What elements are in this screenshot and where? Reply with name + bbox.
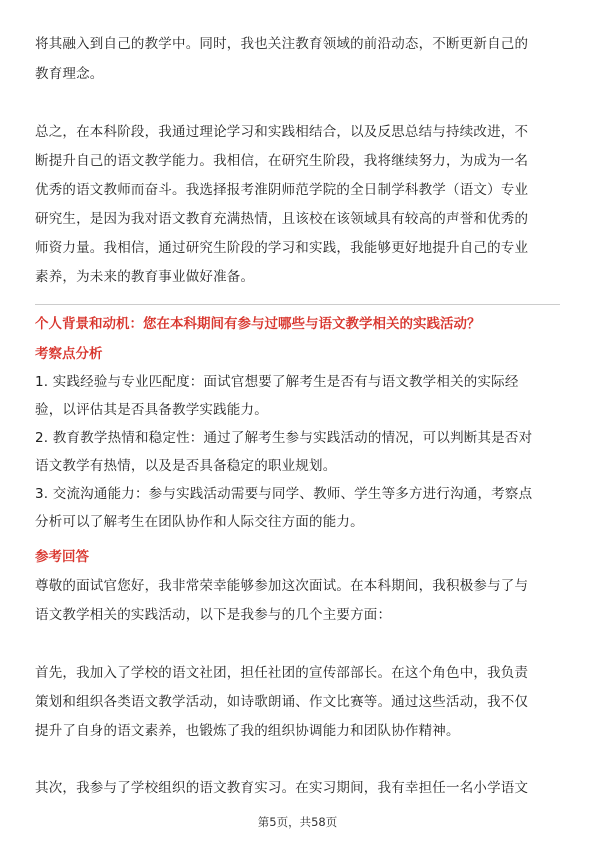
section-divider: [35, 304, 560, 305]
summary-paragraph-line: 研究生，是因为我对语文教育充满热情，且该校在该领域具有较高的声誉和优秀的: [35, 211, 529, 227]
answer-first-line: 提升了自身的语文素养，也锻炼了我的组织协调能力和团队协作精神。: [35, 723, 460, 739]
top-paragraph-line: 教育理念。: [35, 66, 104, 82]
question-title: 个人背景和动机：您在本科期间有参与过哪些与语文教学相关的实践活动？: [35, 316, 481, 332]
answer-first-line: 首先，我加入了学校的语文社团，担任社团的宣传部部长。在这个角色中，我负责: [35, 665, 529, 681]
analysis-line: 2. 教育教学热情和稳定性：通过了解考生参与实践活动的情况，可以判断其是否对: [35, 430, 533, 446]
answer-heading: 参考回答: [35, 549, 89, 565]
analysis-line: 3. 交流沟通能力：参与实践活动需要与同学、教师、学生等多方进行沟通，考察点: [35, 486, 533, 502]
analysis-heading: 考察点分析: [35, 346, 103, 362]
page-number-footer: 第5页，共58页: [257, 815, 338, 829]
analysis-line: 分析可以了解考生在团队协作和人际交往方面的能力。: [35, 514, 364, 530]
answer-second-line: 其次，我参与了学校组织的语文教育实习。在实习期间，我有幸担任一名小学语文: [35, 780, 529, 796]
summary-paragraph-line: 素养，为未来的教育事业做好准备。: [35, 269, 255, 285]
summary-paragraph-line: 优秀的语文教师而奋斗。我选择报考淮阴师范学院的全日制学科教学（语文）专业: [35, 182, 529, 198]
top-paragraph-line: 将其融入到自己的教学中。同时，我也关注教育领域的前沿动态，不断更新自己的: [35, 36, 529, 52]
answer-intro-line: 语文教学相关的实践活动，以下是我参与的几个主要方面：: [35, 607, 392, 623]
answer-first-line: 策划和组织各类语文教学活动，如诗歌朗诵、作文比赛等。通过这些活动，我不仅: [35, 694, 529, 710]
answer-intro-line: 尊敬的面试官您好，我非常荣幸能够参加这次面试。在本科期间，我积极参与了与: [35, 578, 529, 594]
summary-paragraph-line: 总之，在本科阶段，我通过理论学习和实践相结合，以及反思总结与持续改进，不: [35, 124, 529, 140]
analysis-line: 验，以评估其是否具备教学实践能力。: [35, 402, 268, 418]
summary-paragraph-line: 师资力量。我相信，通过研究生阶段的学习和实践，我能够更好地提升自己的专业: [35, 240, 529, 256]
analysis-line: 语文教学有热情，以及是否具备稳定的职业规划。: [35, 458, 337, 474]
analysis-line: 1. 实践经验与专业匹配度：面试官想要了解考生是否有与语文教学相关的实际经: [35, 374, 519, 390]
summary-paragraph-line: 断提升自己的语文教学能力。我相信，在研究生阶段，我将继续努力，为成为一名: [35, 153, 529, 169]
